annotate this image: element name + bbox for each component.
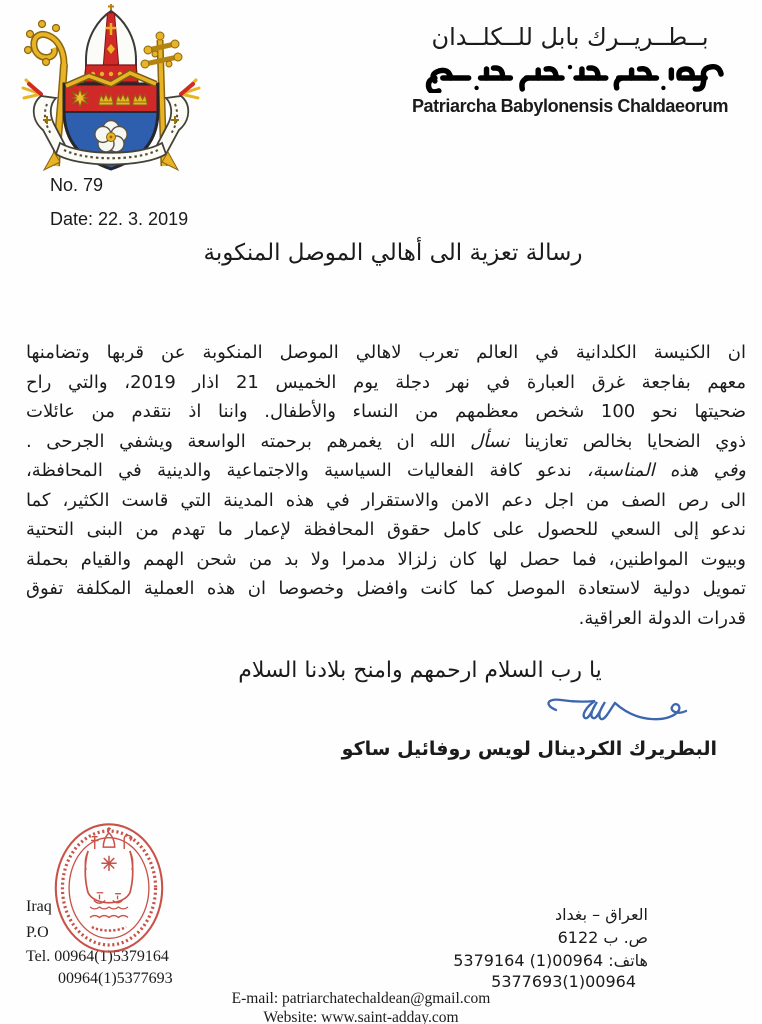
letter-body — [26, 338, 746, 633]
footer-right-pobox: ص. ب 6122 — [557, 928, 648, 947]
letterhead-latin-title: Patriarcha Babylonensis Chaldaeorum — [411, 96, 729, 116]
footer-left-line1: Iraq — [26, 898, 52, 915]
letterhead — [400, 22, 740, 117]
body-line: الى رص الصف من اجل دعم الامن والاستقرار في هذه المدينة التي قاست الكثير، كما — [26, 489, 746, 511]
body-line: تمويل دولية لاستعادة الموصل كما كانت وافضل وخصوصا ان هذه العملية المكلفة تفوق — [26, 578, 746, 599]
body-segment-italic: نسأل — [470, 430, 510, 452]
body-line: قدرات الدولة العراقية. — [578, 607, 746, 629]
footer-right-phone2: 00964(1)5377693 — [491, 972, 636, 991]
closing-line: يا رب السلام ارحمهم وامنح بلادنا السلام — [238, 658, 602, 683]
body-line: ندعو إلى السعي للحصول على كامل حقوق المحافظة لإعمار ما تهدم من البنى التحتية — [26, 519, 746, 540]
letterhead-arabic-title: بــطــريــرك بابل للــكلــدان — [431, 23, 709, 51]
patriarchate-crest — [16, 2, 206, 172]
footer-contact — [0, 989, 722, 1024]
body-line — [26, 456, 746, 486]
footer-right-country: العراق – بغداد — [554, 905, 648, 924]
patriarchate-seal-stamp — [52, 820, 166, 956]
signatory-name: البطريرك الكردينال لويس روفائيل ساكو — [341, 738, 717, 760]
body-line — [26, 427, 746, 457]
body-segment: ذوي الضحايا بخالص تعازينا — [509, 430, 746, 452]
body-line: ان الكنيسة الكلدانية في العالم تعرب لاهالي الموصل المنكوبة عن قربها وتضامنها — [26, 342, 746, 363]
body-segment: الله ان يغمرهم برحمته الواسعة ويشفي الجرحى . — [26, 430, 471, 452]
reference-number: No. 79 — [50, 175, 104, 195]
crown-icons — [99, 94, 147, 105]
signature-graphic — [540, 690, 710, 732]
body-line: معهم بفاجعة غرق العبارة في نهر دجلة يوم الخميس 21 اذار 2019، والتي راح — [26, 371, 747, 393]
footer-left-phone2: 00964(1)5377693 — [58, 970, 173, 987]
body-line: وبيوت المواطنين، فما حصل لها كان زلزالا مدمرا ولا بد من شحن الهمم والقيام بحملة — [26, 548, 746, 570]
body-segment-italic: وفي هذه المناسبة، — [586, 460, 746, 481]
reference-date: Date: 22. 3. 2019 — [50, 209, 189, 229]
footer-right-phone1: هاتف: 00964(1) 5379164 — [453, 951, 648, 970]
body-line: ضحيتها نحو 100 شخص معظمهم من النساء والأطفال. واننا اذ نتقدم من عائلات — [26, 401, 746, 422]
letter-title: رسالة تعزية الى أهالي الموصل المنكوبة — [203, 240, 583, 266]
body-segment: ندعو كافة الفعاليات السياسية والاجتماعية والدينية في المحافظة، — [26, 460, 587, 481]
footer-left-phone1: Tel. 00964(1)5379164 — [26, 948, 169, 965]
letterhead-syriac-title — [411, 59, 729, 93]
footer-left-line2: P.O — [26, 924, 49, 941]
footer-website: Website: www.saint-adday.com — [263, 1009, 459, 1024]
footer-email: E-mail: patriarchatechaldean@gmail.com — [231, 990, 491, 1007]
